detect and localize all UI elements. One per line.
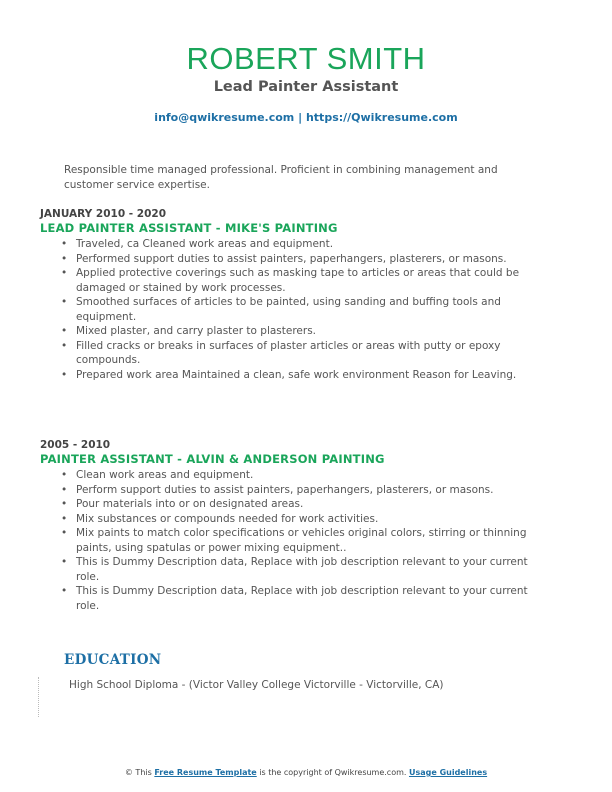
job-dates: 2005 - 2010 [40, 439, 111, 451]
contact-line [0, 111, 612, 125]
bullet-item: • Filled cracks or breaks in surfaces of plaster articles or areas with putty or epoxy compounds. [40, 339, 540, 368]
education-entry: High School Diploma - (Victor Valley College Victorville - Victorville, CA) [69, 679, 444, 691]
education-heading: EDUCATION [64, 652, 162, 668]
bullet-item: • Clean work areas and equipment. [40, 468, 540, 483]
bullet-item: • Performed support duties to assist painters, paperhangers, plasterers, or masons. [40, 252, 540, 267]
website-link[interactable]: https://Qwikresume.com [305, 111, 458, 124]
bullet-item: • Mixed plaster, and carry plaster to plasterers. [40, 324, 540, 339]
email-link[interactable]: info@qwikresume.com [154, 111, 295, 124]
footer [0, 768, 612, 777]
contact-separator: | [294, 111, 306, 124]
bullet-item: • Traveled, ca Cleaned work areas and equipment. [40, 237, 540, 252]
bullet-item: • Mix paints to match color specifications or vehicles original colors, stirring or thinning paints, using spatulas or power mixing equipment.. [40, 526, 540, 555]
bullet-item: • Prepared work area Maintained a clean, safe work environment Reason for Leaving. [40, 368, 540, 383]
job-bullets [40, 237, 540, 382]
job-dates: JANUARY 2010 - 2020 [40, 208, 167, 220]
bullet-item: • Pour materials into or on designated areas. [40, 497, 540, 512]
job-bullets [40, 468, 540, 613]
bullet-item: • Perform support duties to assist painters, paperhangers, plasterers, or masons. [40, 483, 540, 498]
bullet-item: • Smoothed surfaces of articles to be painted, using sanding and buffing tools and equipment. [40, 295, 540, 324]
experience-entry [40, 438, 540, 613]
bullet-item: • Mix substances or compounds needed for work activities. [40, 512, 540, 527]
bullet-item: • Applied protective coverings such as masking tape to articles or areas that could be damaged or stained by work processes. [40, 266, 540, 295]
job-title: Lead Painter Assistant [213, 79, 399, 95]
bullet-item: • This is Dummy Description data, Replace with job description relevant to your current role. [40, 584, 540, 613]
usage-guidelines-link[interactable]: Usage Guidelines [408, 768, 488, 777]
candidate-name: ROBERT SMITH [186, 41, 426, 76]
bullet-item: • This is Dummy Description data, Replace with job description relevant to your current role. [40, 555, 540, 584]
experience-entry [40, 207, 540, 382]
job-position: PAINTER ASSISTANT - ALVIN & ANDERSON PAINTING [40, 452, 385, 466]
summary-text: Responsible time managed professional. Proficient in combining management and customer service expertise. [64, 164, 498, 191]
footer-middle: is the copyright of Qwikresume.com. [256, 768, 409, 777]
free-resume-template-link[interactable]: Free Resume Template [154, 768, 257, 777]
education-divider [38, 677, 39, 717]
footer-prefix: © This [124, 768, 155, 777]
job-position: LEAD PAINTER ASSISTANT - MIKE'S PAINTING [40, 221, 338, 235]
